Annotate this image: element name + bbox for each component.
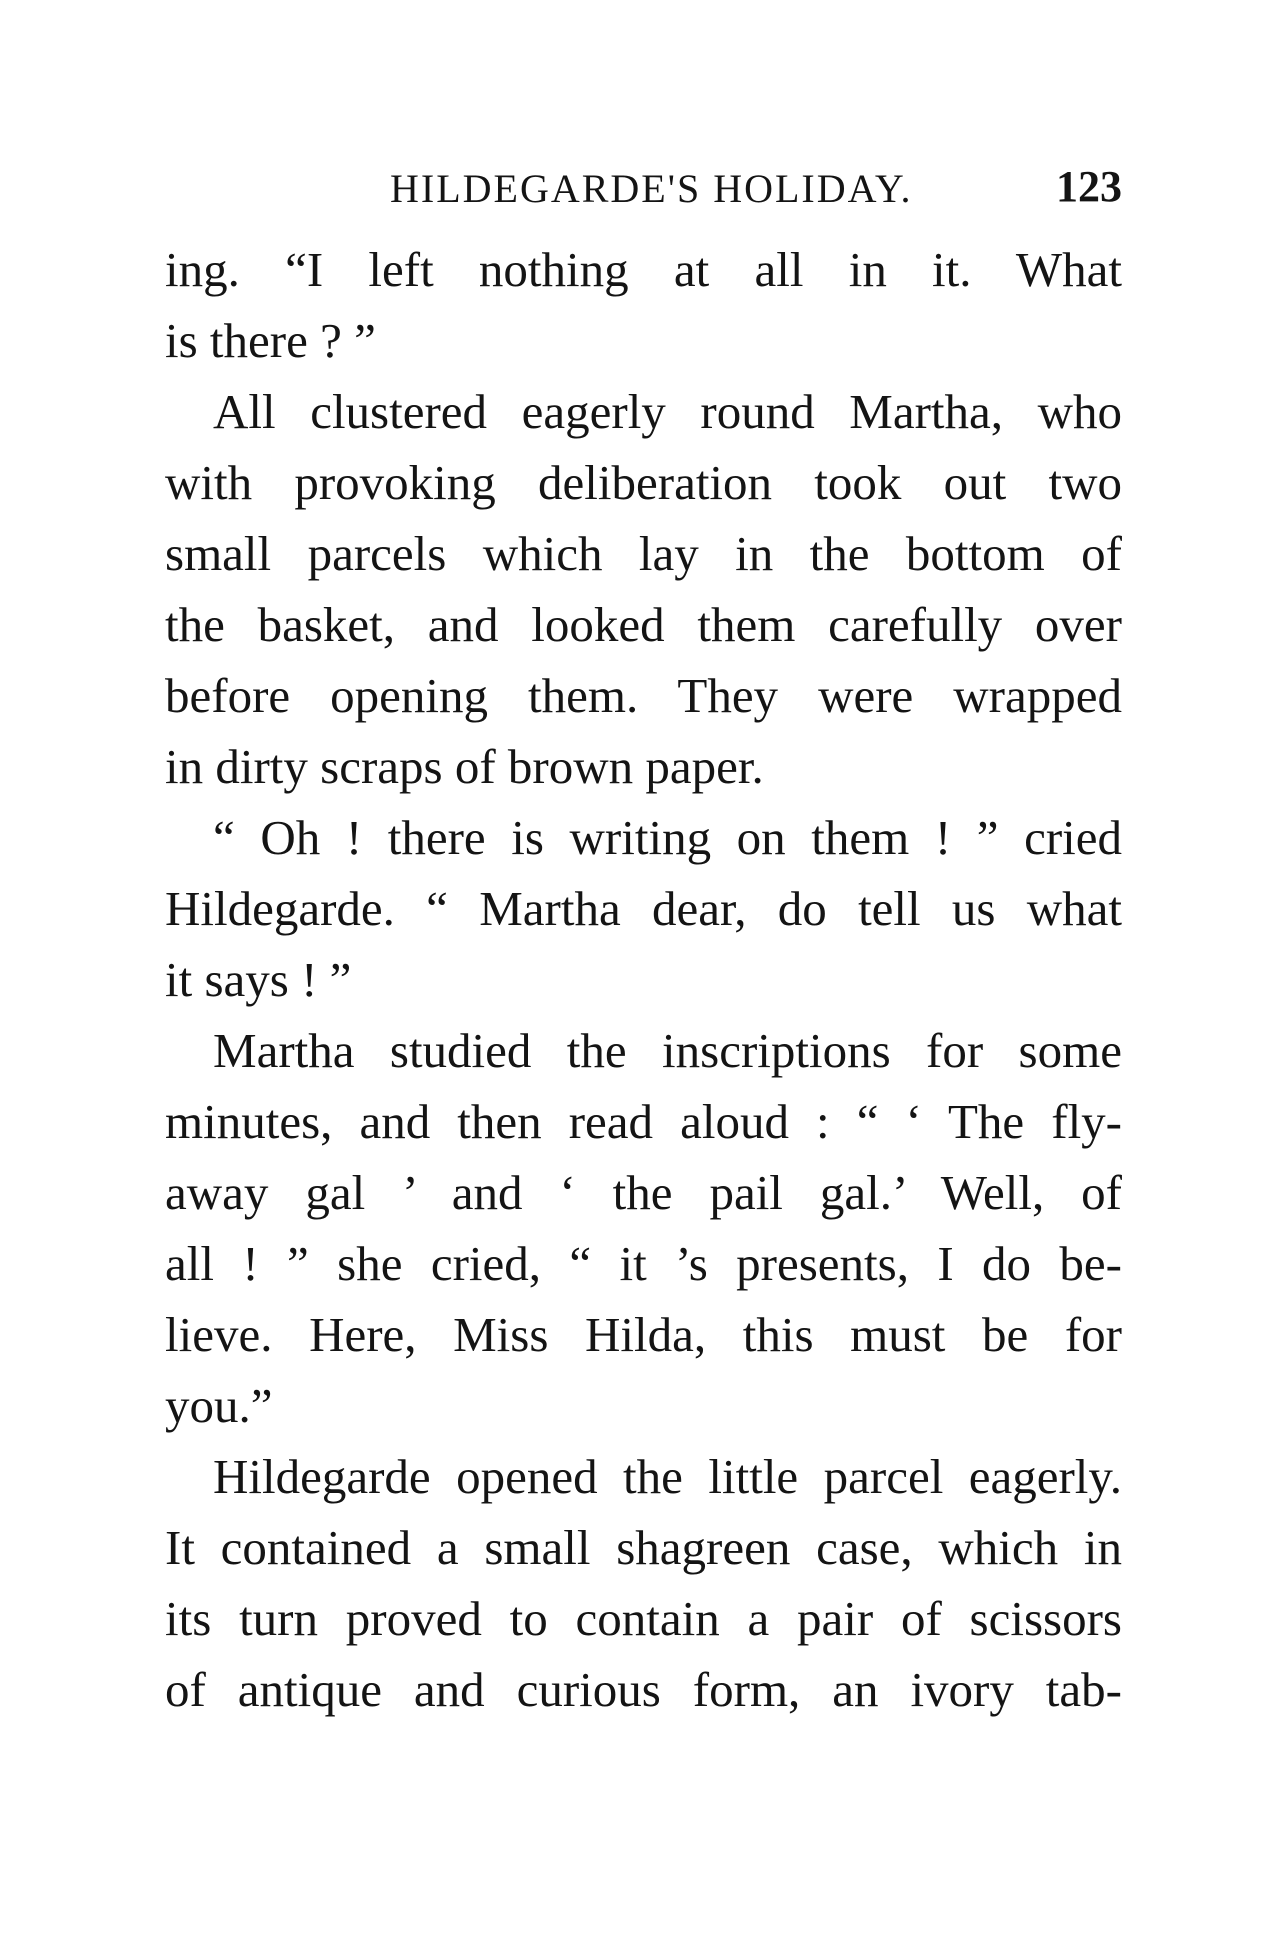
text-line: small parcels which lay in the bottom of	[165, 526, 1122, 581]
text-line: you.”	[165, 1378, 273, 1433]
text-line: of antique and curious form, an ivory tab-	[165, 1662, 1122, 1717]
text-line: ing. “I left nothing at all in it. What	[165, 242, 1122, 297]
text-line: Hildegarde. “ Martha dear, do tell us what	[165, 881, 1122, 936]
text-line: Martha studied the inscriptions for some	[213, 1023, 1122, 1078]
running-head	[165, 162, 1122, 225]
text-line: “ Oh ! there is writing on them ! ” cried	[213, 810, 1122, 865]
page-number: 123	[1056, 162, 1122, 211]
text-line: is there ? ”	[165, 313, 376, 368]
text-line: away gal ’ and ‘ the pail gal.’ Well, of	[165, 1165, 1122, 1220]
running-title: HILDEGARDE'S HOLIDAY.	[390, 166, 913, 211]
text-line: it says ! ”	[165, 952, 352, 1007]
text-line: in dirty scraps of brown paper.	[165, 739, 764, 794]
text-line: with provoking deliberation took out two	[165, 455, 1122, 510]
text-line: the basket, and looked them carefully over	[165, 597, 1122, 652]
text-line: All clustered eagerly round Martha, who	[213, 384, 1122, 439]
text-line: Hildegarde opened the little parcel eagerly.	[213, 1449, 1122, 1504]
text-line: before opening them. They were wrapped	[165, 668, 1122, 723]
text-line: minutes, and then read aloud : “ ‘ The fly-	[165, 1094, 1122, 1149]
text-line: its turn proved to contain a pair of scissors	[165, 1591, 1122, 1646]
text-line: lieve. Here, Miss Hilda, this must be for	[165, 1307, 1122, 1362]
text-line: all ! ” she cried, “ it ’s presents, I do be-	[165, 1236, 1122, 1291]
body-text	[165, 234, 1122, 1725]
text-line: It contained a small shagreen case, which in	[165, 1520, 1122, 1575]
